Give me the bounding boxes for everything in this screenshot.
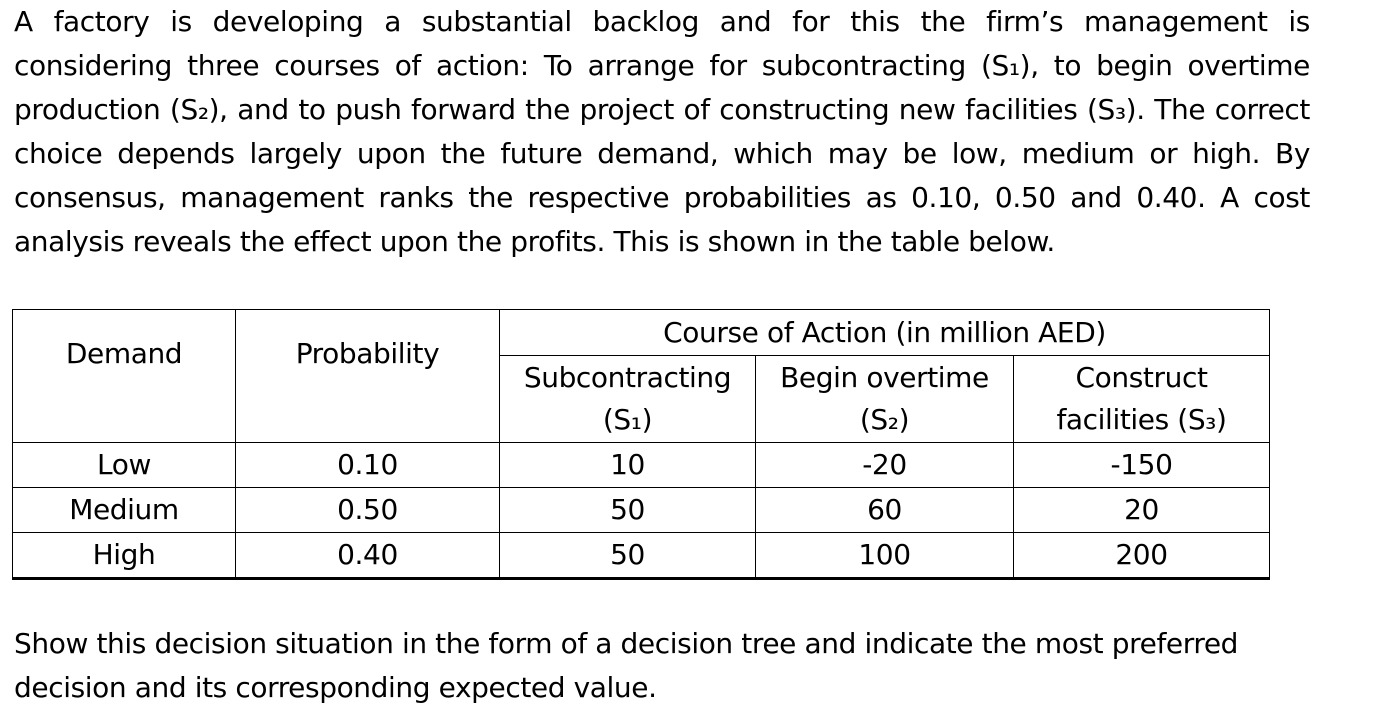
- cell-probability: 0.10: [236, 443, 500, 488]
- cell-s2: -20: [756, 443, 1014, 488]
- header-probability: Probability: [236, 310, 500, 443]
- cell-s3: -150: [1014, 443, 1270, 488]
- table-header-row-1: [13, 310, 1270, 356]
- cell-probability: 0.40: [236, 533, 500, 579]
- problem-intro: A factory is developing a substantial backlog and for this the firm’s management is considering three courses of action: To arrange for subcontracting (S₁), to begin overtime production (S₂), and to push forward the project of constructing new facilities (S₃). The correct choice depends largely upon the future demand, which may be low, medium or high. By consensus, management ranks the respective probabilities as 0.10, 0.50 and 0.40. A cost analysis reveals the effect upon the profits. This is shown in the table below.: [14, 5, 1310, 258]
- cell-s2: 60: [756, 488, 1014, 533]
- cell-s1: 50: [500, 533, 756, 579]
- cell-s1: 10: [500, 443, 756, 488]
- cell-s1: 50: [500, 488, 756, 533]
- cell-s3: 20: [1014, 488, 1270, 533]
- cell-demand: Medium: [13, 488, 236, 533]
- cell-demand: High: [13, 533, 236, 579]
- header-course-of-action: Course of Action (in million AED): [500, 310, 1270, 356]
- cell-s3: 200: [1014, 533, 1270, 579]
- header-demand: Demand: [13, 310, 236, 443]
- cell-s2: 100: [756, 533, 1014, 579]
- cell-probability: 0.50: [236, 488, 500, 533]
- problem-question: Show this decision situation in the form of a decision tree and indicate the most preferred decision and its corresponding expected value.: [14, 627, 1239, 704]
- header-s3: Construct facilities (S₃): [1014, 356, 1270, 443]
- table-row: [13, 443, 1270, 488]
- table-row: [13, 533, 1270, 579]
- table-row: [13, 488, 1270, 533]
- header-s2: Begin overtime (S₂): [756, 356, 1014, 443]
- header-s1: Subcontracting (S₁): [500, 356, 756, 443]
- profit-table: [12, 309, 1270, 580]
- cell-demand: Low: [13, 443, 236, 488]
